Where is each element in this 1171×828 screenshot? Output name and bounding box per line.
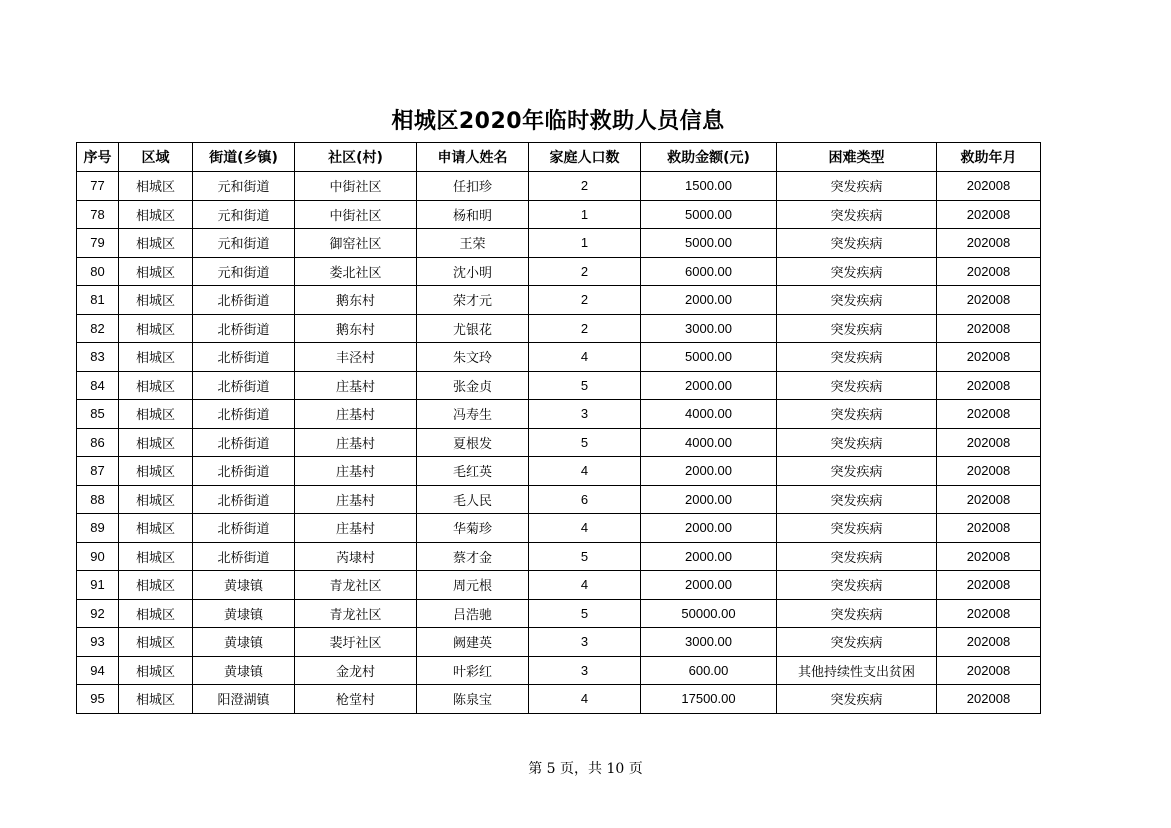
cell-street: 元和街道	[193, 172, 295, 201]
table-row	[77, 485, 1041, 514]
table-row	[77, 257, 1041, 286]
header-col-street: 街道(乡镇)	[193, 143, 295, 172]
cell-household: 2	[529, 314, 641, 343]
cell-region: 相城区	[119, 628, 193, 657]
cell-amount: 1500.00	[641, 172, 777, 201]
cell-household: 3	[529, 656, 641, 685]
cell-household: 5	[529, 428, 641, 457]
header-col-region: 区域	[119, 143, 193, 172]
cell-month: 202008	[937, 314, 1041, 343]
cell-applicant: 陈泉宝	[417, 685, 529, 714]
cell-household: 4	[529, 343, 641, 372]
cell-amount: 2000.00	[641, 514, 777, 543]
cell-household: 4	[529, 514, 641, 543]
table-row	[77, 286, 1041, 315]
cell-month: 202008	[937, 257, 1041, 286]
cell-index: 86	[77, 428, 119, 457]
cell-hardship: 突发疾病	[777, 286, 937, 315]
cell-community: 中街社区	[295, 172, 417, 201]
cell-applicant: 任扣珍	[417, 172, 529, 201]
cell-street: 北桥街道	[193, 514, 295, 543]
cell-amount: 5000.00	[641, 229, 777, 258]
cell-hardship: 突发疾病	[777, 457, 937, 486]
cell-region: 相城区	[119, 599, 193, 628]
cell-household: 3	[529, 628, 641, 657]
cell-region: 相城区	[119, 428, 193, 457]
cell-amount: 4000.00	[641, 400, 777, 429]
cell-region: 相城区	[119, 314, 193, 343]
table-row	[77, 599, 1041, 628]
cell-community: 丰泾村	[295, 343, 417, 372]
cell-region: 相城区	[119, 514, 193, 543]
cell-applicant: 叶彩红	[417, 656, 529, 685]
cell-household: 5	[529, 542, 641, 571]
cell-index: 77	[77, 172, 119, 201]
header-col-hardship: 困难类型	[777, 143, 937, 172]
cell-index: 88	[77, 485, 119, 514]
table-body	[77, 172, 1041, 714]
cell-region: 相城区	[119, 400, 193, 429]
cell-index: 95	[77, 685, 119, 714]
cell-index: 78	[77, 200, 119, 229]
cell-hardship: 突发疾病	[777, 371, 937, 400]
cell-street: 北桥街道	[193, 314, 295, 343]
cell-community: 庄基村	[295, 457, 417, 486]
cell-hardship: 突发疾病	[777, 200, 937, 229]
cell-index: 81	[77, 286, 119, 315]
cell-amount: 3000.00	[641, 628, 777, 657]
cell-amount: 2000.00	[641, 571, 777, 600]
cell-street: 北桥街道	[193, 286, 295, 315]
cell-month: 202008	[937, 172, 1041, 201]
cell-index: 94	[77, 656, 119, 685]
cell-hardship: 突发疾病	[777, 314, 937, 343]
cell-index: 83	[77, 343, 119, 372]
cell-region: 相城区	[119, 685, 193, 714]
cell-street: 黄埭镇	[193, 656, 295, 685]
cell-month: 202008	[937, 656, 1041, 685]
cell-applicant: 荣才元	[417, 286, 529, 315]
cell-index: 85	[77, 400, 119, 429]
cell-month: 202008	[937, 685, 1041, 714]
cell-street: 元和街道	[193, 200, 295, 229]
cell-hardship: 突发疾病	[777, 628, 937, 657]
header-col-household: 家庭人口数	[529, 143, 641, 172]
cell-household: 6	[529, 485, 641, 514]
cell-index: 87	[77, 457, 119, 486]
table-row	[77, 371, 1041, 400]
page-footer: 第 5 页，共 10 页	[528, 761, 643, 777]
cell-street: 北桥街道	[193, 400, 295, 429]
cell-applicant: 王荣	[417, 229, 529, 258]
cell-amount: 4000.00	[641, 428, 777, 457]
cell-amount: 2000.00	[641, 286, 777, 315]
cell-community: 青龙社区	[295, 571, 417, 600]
table-row	[77, 343, 1041, 372]
cell-hardship: 突发疾病	[777, 428, 937, 457]
table-row	[77, 200, 1041, 229]
cell-month: 202008	[937, 343, 1041, 372]
cell-amount: 17500.00	[641, 685, 777, 714]
cell-month: 202008	[937, 571, 1041, 600]
cell-household: 2	[529, 257, 641, 286]
cell-street: 黄埭镇	[193, 571, 295, 600]
cell-amount: 2000.00	[641, 457, 777, 486]
page-title: 相城区2020年临时救助人员信息	[391, 109, 725, 134]
cell-month: 202008	[937, 428, 1041, 457]
table-row	[77, 656, 1041, 685]
cell-region: 相城区	[119, 343, 193, 372]
cell-amount: 2000.00	[641, 485, 777, 514]
cell-applicant: 张金贞	[417, 371, 529, 400]
cell-index: 82	[77, 314, 119, 343]
cell-hardship: 突发疾病	[777, 685, 937, 714]
header-col-applicant: 申请人姓名	[417, 143, 529, 172]
cell-hardship: 其他持续性支出贫困	[777, 656, 937, 685]
cell-month: 202008	[937, 286, 1041, 315]
table-row	[77, 457, 1041, 486]
cell-month: 202008	[937, 599, 1041, 628]
cell-community: 庄基村	[295, 371, 417, 400]
cell-street: 北桥街道	[193, 485, 295, 514]
cell-community: 庄基村	[295, 400, 417, 429]
table-row	[77, 542, 1041, 571]
cell-community: 庄基村	[295, 428, 417, 457]
cell-hardship: 突发疾病	[777, 400, 937, 429]
cell-hardship: 突发疾病	[777, 514, 937, 543]
cell-region: 相城区	[119, 371, 193, 400]
cell-region: 相城区	[119, 485, 193, 514]
cell-street: 北桥街道	[193, 457, 295, 486]
table-row	[77, 172, 1041, 201]
cell-applicant: 阙建英	[417, 628, 529, 657]
cell-index: 80	[77, 257, 119, 286]
cell-amount: 2000.00	[641, 542, 777, 571]
cell-region: 相城区	[119, 656, 193, 685]
cell-region: 相城区	[119, 257, 193, 286]
cell-household: 4	[529, 571, 641, 600]
cell-community: 鹅东村	[295, 314, 417, 343]
cell-household: 2	[529, 286, 641, 315]
cell-month: 202008	[937, 514, 1041, 543]
cell-community: 枪堂村	[295, 685, 417, 714]
cell-index: 92	[77, 599, 119, 628]
cell-community: 御窑社区	[295, 229, 417, 258]
cell-amount: 600.00	[641, 656, 777, 685]
cell-street: 阳澄湖镇	[193, 685, 295, 714]
cell-applicant: 夏根发	[417, 428, 529, 457]
cell-amount: 50000.00	[641, 599, 777, 628]
cell-street: 北桥街道	[193, 542, 295, 571]
cell-community: 金龙村	[295, 656, 417, 685]
cell-applicant: 杨和明	[417, 200, 529, 229]
cell-community: 庄基村	[295, 514, 417, 543]
cell-month: 202008	[937, 485, 1041, 514]
cell-hardship: 突发疾病	[777, 599, 937, 628]
table-row	[77, 428, 1041, 457]
cell-index: 89	[77, 514, 119, 543]
cell-amount: 5000.00	[641, 343, 777, 372]
cell-month: 202008	[937, 457, 1041, 486]
cell-applicant: 华菊珍	[417, 514, 529, 543]
cell-amount: 5000.00	[641, 200, 777, 229]
cell-household: 3	[529, 400, 641, 429]
cell-region: 相城区	[119, 457, 193, 486]
cell-hardship: 突发疾病	[777, 571, 937, 600]
header-col-amount: 救助金额(元)	[641, 143, 777, 172]
cell-month: 202008	[937, 229, 1041, 258]
cell-index: 93	[77, 628, 119, 657]
cell-street: 北桥街道	[193, 428, 295, 457]
cell-hardship: 突发疾病	[777, 343, 937, 372]
cell-street: 北桥街道	[193, 371, 295, 400]
cell-hardship: 突发疾病	[777, 229, 937, 258]
cell-community: 芮埭村	[295, 542, 417, 571]
cell-household: 5	[529, 599, 641, 628]
table-row	[77, 400, 1041, 429]
cell-applicant: 朱文玲	[417, 343, 529, 372]
cell-applicant: 蔡才金	[417, 542, 529, 571]
cell-applicant: 周元根	[417, 571, 529, 600]
cell-applicant: 吕浩驰	[417, 599, 529, 628]
table-row	[77, 571, 1041, 600]
cell-household: 1	[529, 229, 641, 258]
cell-region: 相城区	[119, 229, 193, 258]
cell-region: 相城区	[119, 571, 193, 600]
cell-street: 元和街道	[193, 229, 295, 258]
cell-applicant: 毛红英	[417, 457, 529, 486]
relief-table	[76, 142, 1041, 714]
cell-month: 202008	[937, 542, 1041, 571]
cell-community: 青龙社区	[295, 599, 417, 628]
table-row	[77, 514, 1041, 543]
cell-street: 北桥街道	[193, 343, 295, 372]
header-col-index: 序号	[77, 143, 119, 172]
cell-month: 202008	[937, 400, 1041, 429]
table-header-row	[77, 143, 1041, 172]
cell-amount: 3000.00	[641, 314, 777, 343]
cell-region: 相城区	[119, 200, 193, 229]
cell-household: 4	[529, 685, 641, 714]
cell-community: 娄北社区	[295, 257, 417, 286]
cell-hardship: 突发疾病	[777, 172, 937, 201]
cell-region: 相城区	[119, 286, 193, 315]
cell-household: 1	[529, 200, 641, 229]
cell-index: 90	[77, 542, 119, 571]
cell-applicant: 毛人民	[417, 485, 529, 514]
header-col-month: 救助年月	[937, 143, 1041, 172]
cell-month: 202008	[937, 628, 1041, 657]
table-row	[77, 685, 1041, 714]
cell-hardship: 突发疾病	[777, 485, 937, 514]
cell-applicant: 沈小明	[417, 257, 529, 286]
cell-amount: 2000.00	[641, 371, 777, 400]
table-row	[77, 229, 1041, 258]
cell-street: 黄埭镇	[193, 628, 295, 657]
cell-street: 元和街道	[193, 257, 295, 286]
cell-street: 黄埭镇	[193, 599, 295, 628]
cell-community: 庄基村	[295, 485, 417, 514]
header-col-community: 社区(村)	[295, 143, 417, 172]
cell-household: 2	[529, 172, 641, 201]
cell-month: 202008	[937, 200, 1041, 229]
cell-household: 5	[529, 371, 641, 400]
table-row	[77, 314, 1041, 343]
cell-community: 鹅东村	[295, 286, 417, 315]
cell-community: 中街社区	[295, 200, 417, 229]
cell-region: 相城区	[119, 172, 193, 201]
cell-hardship: 突发疾病	[777, 257, 937, 286]
cell-applicant: 尤银花	[417, 314, 529, 343]
table-row	[77, 628, 1041, 657]
cell-amount: 6000.00	[641, 257, 777, 286]
cell-month: 202008	[937, 371, 1041, 400]
cell-household: 4	[529, 457, 641, 486]
cell-community: 裴圩社区	[295, 628, 417, 657]
cell-index: 84	[77, 371, 119, 400]
cell-index: 79	[77, 229, 119, 258]
cell-applicant: 冯寿生	[417, 400, 529, 429]
cell-region: 相城区	[119, 542, 193, 571]
cell-hardship: 突发疾病	[777, 542, 937, 571]
cell-index: 91	[77, 571, 119, 600]
